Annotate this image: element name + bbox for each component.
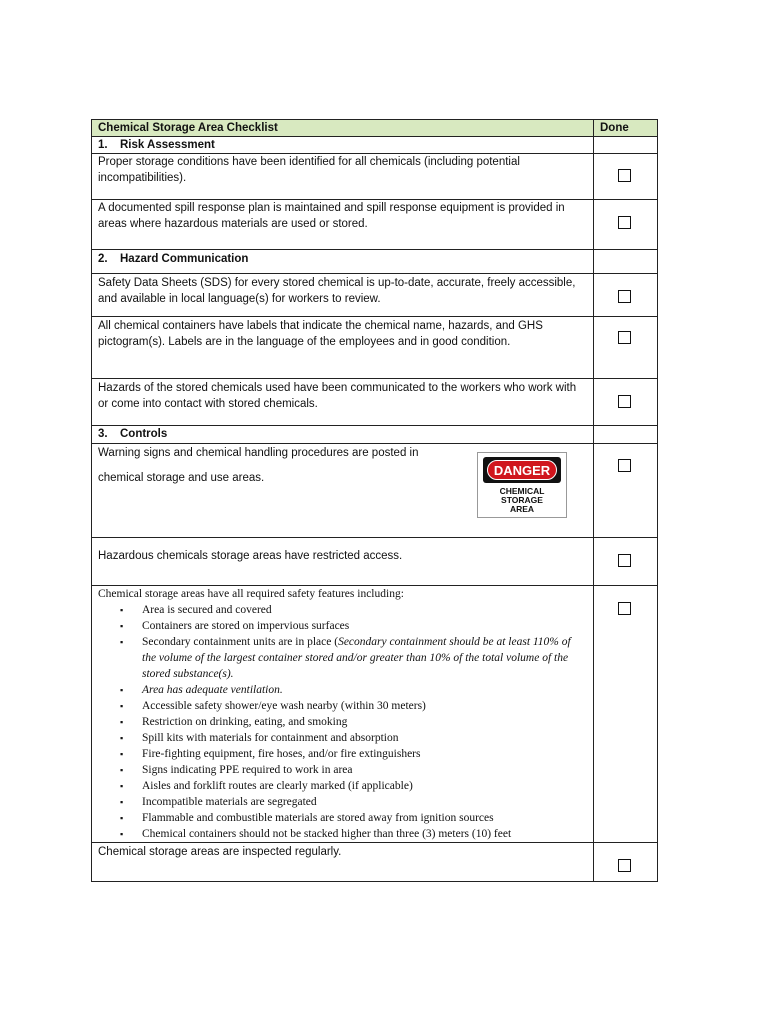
list-item: ▪ Accessible safety shower/eye wash nearby (within 30 meters) [142, 698, 587, 714]
list-item: ▪ Signs indicating PPE required to work in area [142, 762, 587, 778]
list-item: ▪ Flammable and combustible materials are stored away from ignition sources [142, 810, 587, 826]
item-text: A documented spill response plan is maintained and spill response equipment is provided in areas where hazardous materials are used or stored. [92, 200, 594, 250]
section-risk-assessment [92, 137, 658, 154]
sign-line: AREA [509, 504, 535, 514]
section-title: Risk Assessment [120, 139, 215, 151]
list-item-text: Secondary containment units are in place ( [142, 636, 339, 648]
secondary-containment-note: Secondary containment should be at least 110% of the volume of the largest container stored and/or greater than 10% of the total volume of the stored substance(s). [142, 636, 571, 680]
section-controls [92, 426, 658, 444]
section-number: 3. [98, 428, 108, 440]
list-item: ▪ Containers are stored on impervious surfaces [142, 618, 587, 634]
checkbox[interactable] [618, 290, 631, 303]
checklist-row [92, 317, 658, 379]
item-text: Safety Data Sheets (SDS) for every stored chemical is up-to-date, accurate, freely accessible, and available in local language(s) for workers to review. [92, 274, 594, 317]
item-text: All chemical containers have labels that indicate the chemical name, hazards, and GHS pictogram(s). Labels are in the language of the employees and in good condition. [92, 317, 594, 379]
danger-sign-image [477, 452, 567, 518]
list-item: ▪ Spill kits with materials for containment and absorption [142, 730, 587, 746]
sign-line: CHEMICAL [499, 486, 545, 496]
safety-features-list [98, 602, 587, 842]
section-hazard-communication [92, 250, 658, 274]
checkbox[interactable] [618, 602, 631, 615]
item-text: Hazardous chemicals storage areas have restricted access. [92, 538, 594, 586]
list-item: ▪ Chemical containers should not be stacked higher than three (3) meters (10) feet [142, 826, 587, 842]
header-row [92, 120, 658, 137]
checklist-row [92, 843, 658, 882]
checklist-title: Chemical Storage Area Checklist [92, 120, 594, 137]
checkbox[interactable] [618, 459, 631, 472]
checkbox[interactable] [618, 554, 631, 567]
item-text: Warning signs and chemical handling procedures are posted in [98, 447, 419, 459]
list-item: ▪ Area is secured and covered [142, 602, 587, 618]
checklist-row [92, 586, 658, 843]
section-number: 2. [98, 253, 108, 265]
item-text: Proper storage conditions have been identified for all chemicals (including potential incompatibilities). [92, 154, 594, 200]
list-item: ▪ Area has adequate ventilation. [142, 682, 587, 698]
danger-label: DANGER [487, 460, 557, 480]
checkbox[interactable] [618, 859, 631, 872]
sign-line: STORAGE [501, 495, 543, 505]
item-text: chemical storage and use areas. [98, 472, 265, 484]
danger-sign-header [483, 457, 561, 483]
section-title: Hazard Communication [120, 253, 249, 265]
features-intro: Chemical storage areas have all required safety features including: [98, 588, 404, 600]
item-text: Hazards of the stored chemicals used have been communicated to the workers who work with or come into contact with stored chemicals. [92, 379, 594, 426]
list-item: ▪ Restriction on drinking, eating, and smoking [142, 714, 587, 730]
checklist-row [92, 379, 658, 426]
checklist-row [92, 274, 658, 317]
list-item: ▪ Aisles and forklift routes are clearly marked (if applicable) [142, 778, 587, 794]
list-item: ▪ Incompatible materials are segregated [142, 794, 587, 810]
danger-sign-text [478, 487, 566, 514]
checklist-row [92, 154, 658, 200]
checkbox[interactable] [618, 169, 631, 182]
checklist-row [92, 538, 658, 586]
done-column-header: Done [594, 120, 658, 137]
section-title: Controls [120, 428, 168, 440]
item-text: Chemical storage areas are inspected regularly. [92, 843, 594, 882]
checklist-table [91, 119, 658, 882]
list-item [142, 634, 587, 682]
list-item: ▪ Fire-fighting equipment, fire hoses, and/or fire extinguishers [142, 746, 587, 762]
section-number: 1. [98, 139, 108, 151]
checkbox[interactable] [618, 395, 631, 408]
checkbox[interactable] [618, 216, 631, 229]
checklist-row [92, 444, 658, 538]
checklist-row [92, 200, 658, 250]
checkbox[interactable] [618, 331, 631, 344]
